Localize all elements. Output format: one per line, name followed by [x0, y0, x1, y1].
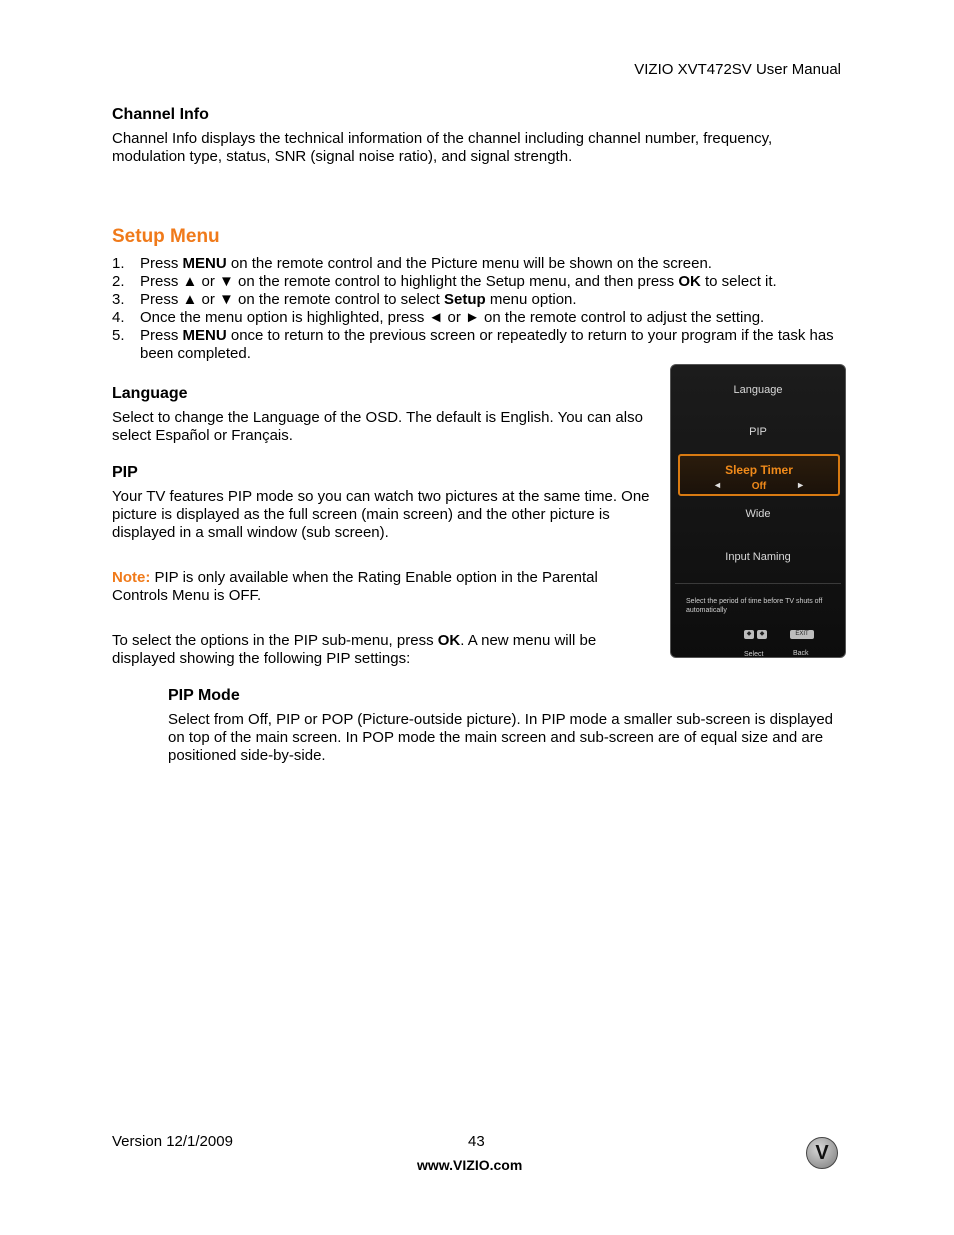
- setup-step: 1. Press MENU on the remote control and the Picture menu will be shown on the screen.: [112, 255, 712, 272]
- osd-selected-title: Sleep Timer: [725, 463, 793, 477]
- pip-mode-heading: PIP Mode: [168, 687, 240, 704]
- updown-button-icon: ◆: [757, 630, 767, 639]
- pip-body: Your TV features PIP mode so you can watch two pictures at the same time. One picture is displayed as the full screen (main screen) and the other picture is displayed in a small window (sub screen).: [112, 488, 650, 541]
- left-arrow-icon: ◄: [713, 480, 722, 490]
- setup-osd-screenshot: [670, 364, 846, 658]
- arrows-button-icon: ◆: [744, 630, 754, 639]
- pip-mode-body: Select from Off, PIP or POP (Picture-outside picture). In PIP mode a smaller sub-screen is displayed on top of the main screen. In POP mode the main screen and sub-screen are of equal size and are positioned side-by-side.: [168, 711, 834, 764]
- osd-item-wide: Wide: [745, 508, 771, 520]
- pip-select-text: To select the options in the PIP sub-menu, press OK. A new menu will be displayed showing the following PIP settings:: [112, 632, 597, 667]
- vizio-logo: V: [806, 1137, 838, 1169]
- pip-note: Note: PIP is only available when the Rating Enable option in the Parental Controls Menu is OFF.: [112, 569, 598, 604]
- osd-back-label: Back: [793, 650, 809, 657]
- osd-selected-item: [678, 454, 840, 496]
- osd-item-language: Language: [733, 384, 783, 396]
- setup-step: 5. Press MENU once to return to the previous screen or repeatedly to return to your program if the task has been completed.: [112, 327, 834, 362]
- footer-version: Version 12/1/2009: [112, 1133, 233, 1150]
- osd-help-text: Select the period of time before TV shuts off automatically: [686, 598, 823, 614]
- osd-selected-value: Off: [751, 481, 767, 492]
- osd-divider: [675, 583, 841, 584]
- language-body: Select to change the Language of the OSD. The default is English. You can also select Español or Français.: [112, 409, 643, 444]
- pip-heading: PIP: [112, 464, 138, 481]
- right-arrow-icon: ►: [796, 480, 805, 490]
- setup-steps-list: [112, 255, 842, 363]
- exit-button-icon: EXIT: [790, 630, 814, 639]
- osd-item-pip: PIP: [749, 426, 767, 438]
- footer-website: www.VIZIO.com: [417, 1157, 523, 1173]
- channel-info-body: Channel Info displays the technical information of the channel including channel number, frequency, modulation type, status, SNR (signal noise ratio), and signal strength.: [112, 130, 773, 165]
- osd-select-label: Select: [744, 651, 764, 658]
- channel-info-heading: Channel Info: [112, 106, 209, 123]
- setup-menu-heading: Setup Menu: [112, 226, 220, 247]
- manual-title: VIZIO XVT472SV User Manual: [634, 61, 841, 78]
- language-heading: Language: [112, 385, 188, 402]
- osd-item-input-naming: Input Naming: [725, 551, 791, 563]
- footer-page-number: 43: [468, 1133, 485, 1150]
- note-label: Note:: [112, 569, 151, 586]
- setup-step: 2. Press ▲ or ▼ on the remote control to highlight the Setup menu, and then press OK to select it.: [112, 273, 777, 290]
- setup-step: 4. Once the menu option is highlighted, press ◄ or ► on the remote control to adjust the setting.: [112, 309, 765, 326]
- setup-step: 3. Press ▲ or ▼ on the remote control to select Setup menu option.: [112, 291, 577, 308]
